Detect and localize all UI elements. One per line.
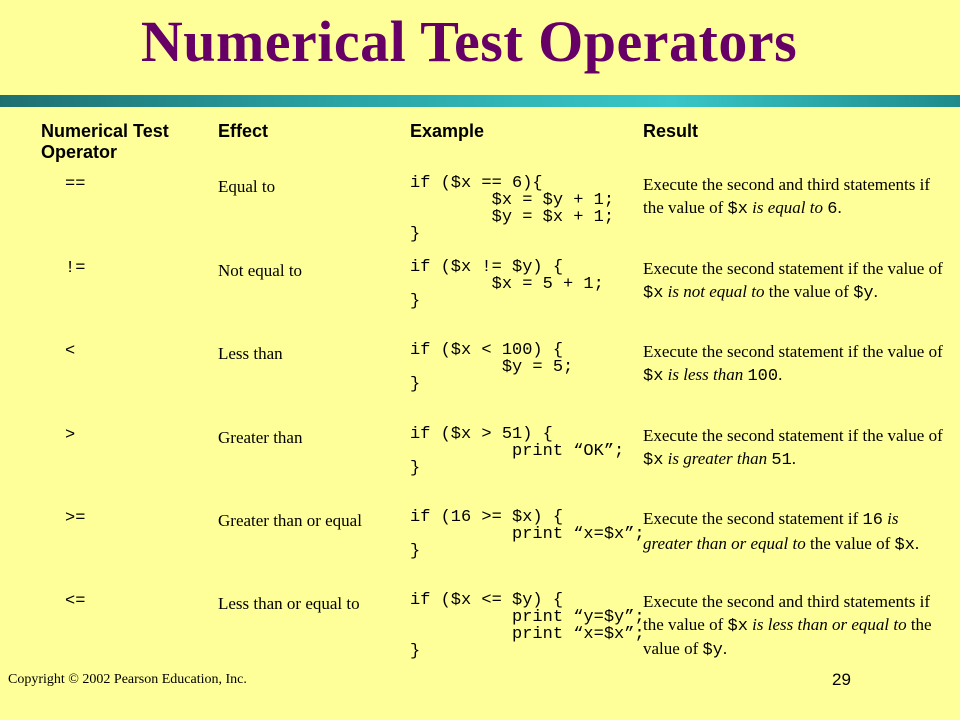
effect-greater-equal: Greater than or equal xyxy=(218,511,362,530)
header-effect: Effect xyxy=(218,121,269,141)
example-greater-than: if ($x > 51) { print “OK”; } xyxy=(410,425,625,478)
result-code-term: $x xyxy=(643,366,664,386)
header-example: Example xyxy=(410,121,485,141)
example-less-equal: if ($x <= $y) { print “y=$y”; print “x=$x”; } xyxy=(410,591,645,661)
result-code-term: 16 xyxy=(862,511,883,530)
result-text: . xyxy=(778,364,783,384)
effect-less-than: Less than xyxy=(218,344,283,363)
result-code-term: 100 xyxy=(747,366,779,386)
result-code-term: $y xyxy=(702,641,723,660)
result-code-term: $x xyxy=(727,616,748,636)
effect-equal: Equal to xyxy=(218,177,276,196)
result-equal xyxy=(643,174,943,221)
operator-not-equal: != xyxy=(65,259,86,278)
result-less-equal xyxy=(643,591,943,663)
operator-greater-than: > xyxy=(65,426,76,445)
slide-title: Numerical Test Operators xyxy=(140,9,798,74)
result-text: the value of xyxy=(643,614,932,658)
result-italic-text: is not equal to xyxy=(667,281,765,301)
result-text: Execute the second and third statements if the value of xyxy=(643,592,931,634)
effect-greater-than: Greater than xyxy=(218,428,303,447)
result-text: Execute the second statement if the value of xyxy=(643,426,943,445)
result-text: Execute the second and third statements if the value of xyxy=(643,175,931,217)
result-italic-text: is less than xyxy=(667,364,744,384)
copyright-footer: Copyright © 2002 Pearson Education, Inc. xyxy=(8,672,247,687)
header-result: Result xyxy=(643,121,699,141)
result-text: the value of xyxy=(764,281,854,301)
effect-not-equal: Not equal to xyxy=(218,261,303,280)
page-number: 29 xyxy=(832,670,851,689)
result-code-term: $y xyxy=(853,283,874,303)
result-greater-than xyxy=(643,425,943,472)
result-not-equal xyxy=(643,258,943,305)
result-code-term: $x xyxy=(643,283,664,303)
effect-less-equal: Less than or equal to xyxy=(218,594,360,613)
example-greater-equal: if (16 >= $x) { print “x=$x”; } xyxy=(410,508,645,561)
operator-equal: == xyxy=(65,175,86,194)
result-code-term: 51 xyxy=(771,450,792,470)
result-text: . xyxy=(837,197,842,217)
result-less-than xyxy=(643,341,943,388)
result-code-term: $x xyxy=(727,199,748,219)
operator-less-than: < xyxy=(65,342,76,361)
result-text: . xyxy=(873,281,878,301)
result-text: Execute the second statement if the value of xyxy=(643,342,943,361)
example-less-than: if ($x < 100) { $y = 5; } xyxy=(410,341,574,394)
operator-less-equal: <= xyxy=(65,592,86,611)
title-divider-bar xyxy=(0,95,960,107)
header-operator: Numerical Test Operator xyxy=(41,121,169,162)
result-greater-equal xyxy=(643,508,943,557)
result-italic-text: is equal to xyxy=(752,197,828,217)
result-code-term: 6 xyxy=(827,199,838,219)
result-text: Execute the second statement if the value of xyxy=(643,259,943,278)
result-italic-text: is greater than or equal to xyxy=(643,509,899,553)
result-text: . xyxy=(791,448,797,468)
result-code-term: $x xyxy=(643,450,664,470)
result-text: . xyxy=(722,639,728,658)
example-equal: if ($x == 6){ $x = $y + 1; $y = $x + 1; } xyxy=(410,174,615,244)
result-text: . xyxy=(914,533,920,553)
result-text: the value of xyxy=(805,533,895,553)
operator-greater-equal: >= xyxy=(65,509,86,528)
result-code-term: $x xyxy=(894,535,915,555)
result-italic-text: is greater than xyxy=(667,448,768,468)
result-italic-text: is less than or equal to xyxy=(752,614,907,634)
result-text: Execute the second statement if xyxy=(643,509,863,528)
example-not-equal: if ($x != $y) { $x = 5 + 1; } xyxy=(410,258,604,311)
